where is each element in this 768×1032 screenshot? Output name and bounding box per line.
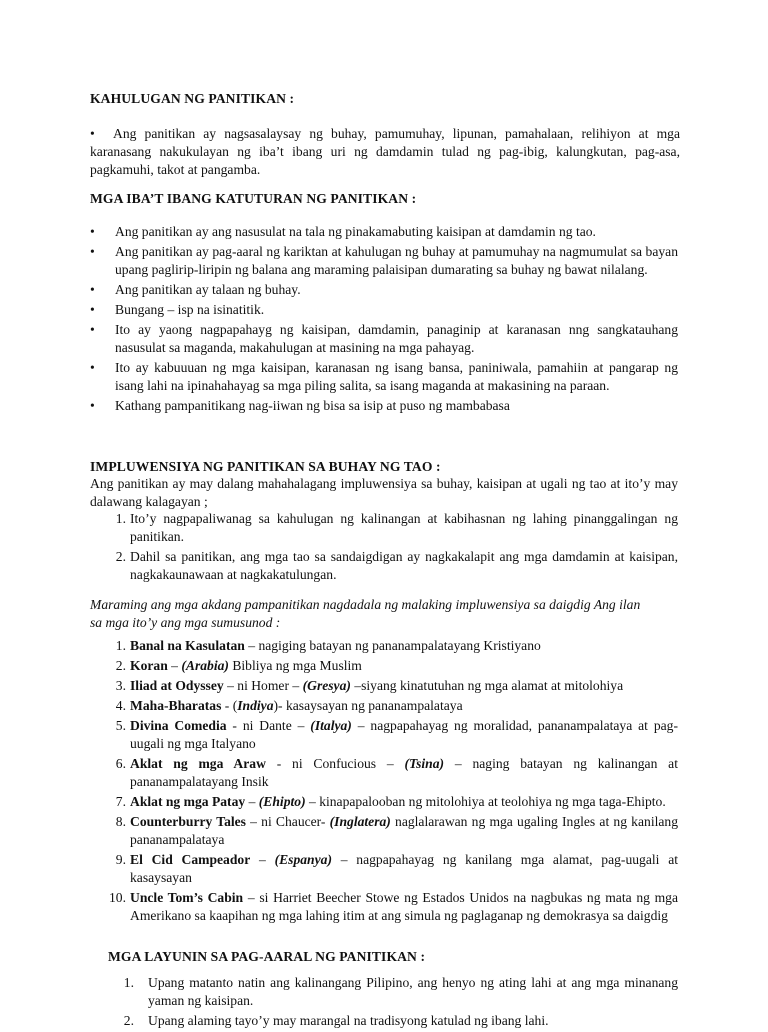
- katuturan-list: [90, 223, 678, 417]
- section-heading-katuturan: MGA IBA’T IBANG KATUTURAN NG PANITIKAN :: [90, 191, 417, 206]
- list-item: • Ang panitikan ay pag-aaral ng kariktan at kahulugan ng buhay at pamumuhay na nagmumulat sa bayan upang paglirip-liripin ng balana ang maraming palaisipan dumarating sa buhay ng bawat nilalang.: [90, 244, 678, 277]
- list-item: 2. Upang alaming tayo’y may marangal na tradisyong katulad ng ibang lahi.: [123, 1013, 549, 1028]
- bullet-icon: •: [90, 126, 95, 141]
- bullet-icon: •: [90, 302, 95, 317]
- list-item: 1. Ito’y nagpapaliwanag sa kahulugan ng kalinangan at kabihasnan ng lahing pinanggalingan ng panitikan.: [115, 511, 678, 544]
- list-item: • Ang panitikan ay talaan ng buhay.: [90, 282, 301, 297]
- akda-intro: Maraming ang mga akdang pampanitikan nagdadala ng malaking impluwensiya sa daigdig Ang ilan sa mga ito’y ang mga sumusunod :: [90, 597, 641, 630]
- list-item: 1. Upang matanto natin ang kalinangang Pilipino, ang henyo ng ating lahi at ang mga minanang yaman ng kaisipan.: [123, 975, 678, 1008]
- list-item: 5. Divina Comedia - ni Dante – (Italya) – nagpapahayag ng moralidad, pananampalataya at pag-uugali ng mga Italyano: [115, 718, 678, 751]
- section-heading-layunin: MGA LAYUNIN SA PAG-AARAL NG PANITIKAN :: [108, 949, 426, 964]
- list-item: 6. Aklat ng mga Araw - ni Confucious – (Tsina) – naging batayan ng kalinangan at pananampalatayang Insik: [115, 756, 678, 789]
- list-item: 8. Counterburry Tales – ni Chaucer- (Inglatera) naglalarawan ng mga ugaling Ingles at ng kanilang pananampalataya: [115, 814, 678, 847]
- list-item: 7. Aklat ng mga Patay – (Ehipto) – kinapapalooban ng mitolohiya at teolohiya ng mga taga-Ehipto.: [115, 794, 666, 809]
- list-item: 3. Iliad at Odyssey – ni Homer – (Gresya) –siyang kinatutuhan ng mga alamat at mitolohiya: [115, 678, 624, 693]
- bullet-icon: •: [90, 360, 95, 375]
- bullet-icon: •: [90, 322, 95, 337]
- list-item: • Ang panitikan ay ang nasusulat na tala ng pinakamabuting kaisipan at damdamin ng tao.: [90, 224, 596, 239]
- list-item: • Bungang – isp na isinatitik.: [90, 302, 265, 317]
- bullet-icon: •: [90, 224, 95, 239]
- list-item: • Kathang pampanitikang nag-iiwan ng bisa sa isip at puso ng mambabasa: [90, 398, 510, 413]
- list-item: 9. El Cid Campeador – (Espanya) – nagpapahayag ng kanilang mga alamat, pag-uugali at kasaysayan: [115, 852, 679, 885]
- bullet-icon: •: [90, 282, 95, 297]
- impluwensiya-list: [108, 510, 678, 586]
- section-heading-kahulugan: KAHULUGAN NG PANITIKAN :: [90, 91, 295, 106]
- bullet-icon: •: [90, 398, 95, 413]
- list-item: • Ito ay yaong nagpapahayg ng kaisipan, damdamin, panaginip at karanasan nng sangkatauhang nasusulat sa maganda, makahulugan at masining na mga pahayag.: [90, 322, 678, 355]
- kahulugan-paragraph: [90, 125, 680, 179]
- list-item: 2. Koran – (Arabia) Bibliya ng mga Muslim: [115, 658, 362, 673]
- section-heading-impluwensiya: IMPLUWENSIYA NG PANITIKAN SA BUHAY NG TAO :: [90, 459, 441, 474]
- list-item: 1. Banal na Kasulatan – nagiging batayan ng pananampalatayang Kristiyano: [115, 638, 541, 653]
- impluwensiya-intro: Ang panitikan ay may dalang mahahalagang impluwensiya sa buhay, kaisipan at ugali ng tao at ito’y may dalawang kalagayan ;: [90, 476, 678, 509]
- akda-list: [108, 637, 678, 927]
- list-item: • Ito ay kabuuuan ng mga kaisipan, karanasan ng isang bansa, paniniwala, pamahiin at pangarap ng isang lahi na ipinahahayag sa mga piling salita, sa isang maganda at makasining na paraan.: [90, 360, 678, 393]
- kahulugan-text: Ang panitikan ay nagsasalaysay ng buhay, pamumuhay, lipunan, pamahalaan, relihiyon at mga karanasang nakukulayan ng iba’t ibang uri ng damdamin tulad ng pag-ibig, kalungkutan, pag-asa, pagkamuhi, takot at pangamba.: [90, 126, 680, 177]
- bullet-icon: •: [90, 244, 95, 259]
- list-item: 4. Maha-Bharatas - (Indiya)- kasaysayan ng pananampalataya: [115, 698, 463, 713]
- layunin-list: [108, 974, 678, 1032]
- list-item: 2. Dahil sa panitikan, ang mga tao sa sandaigdigan ay nagkakalapit ang mga damdamin at kaisipan, nagkakaunawaan at nagkakatulungan.: [115, 549, 678, 582]
- list-item: 10. Uncle Tom’s Cabin – si Harriet Beecher Stowe ng Estados Unidos na nagbukas ng mata ng mga Amerikano sa kaapihan ng mga lahing itim at ang simula ng paglaganap ng demokrasya sa daigdig: [109, 890, 679, 923]
